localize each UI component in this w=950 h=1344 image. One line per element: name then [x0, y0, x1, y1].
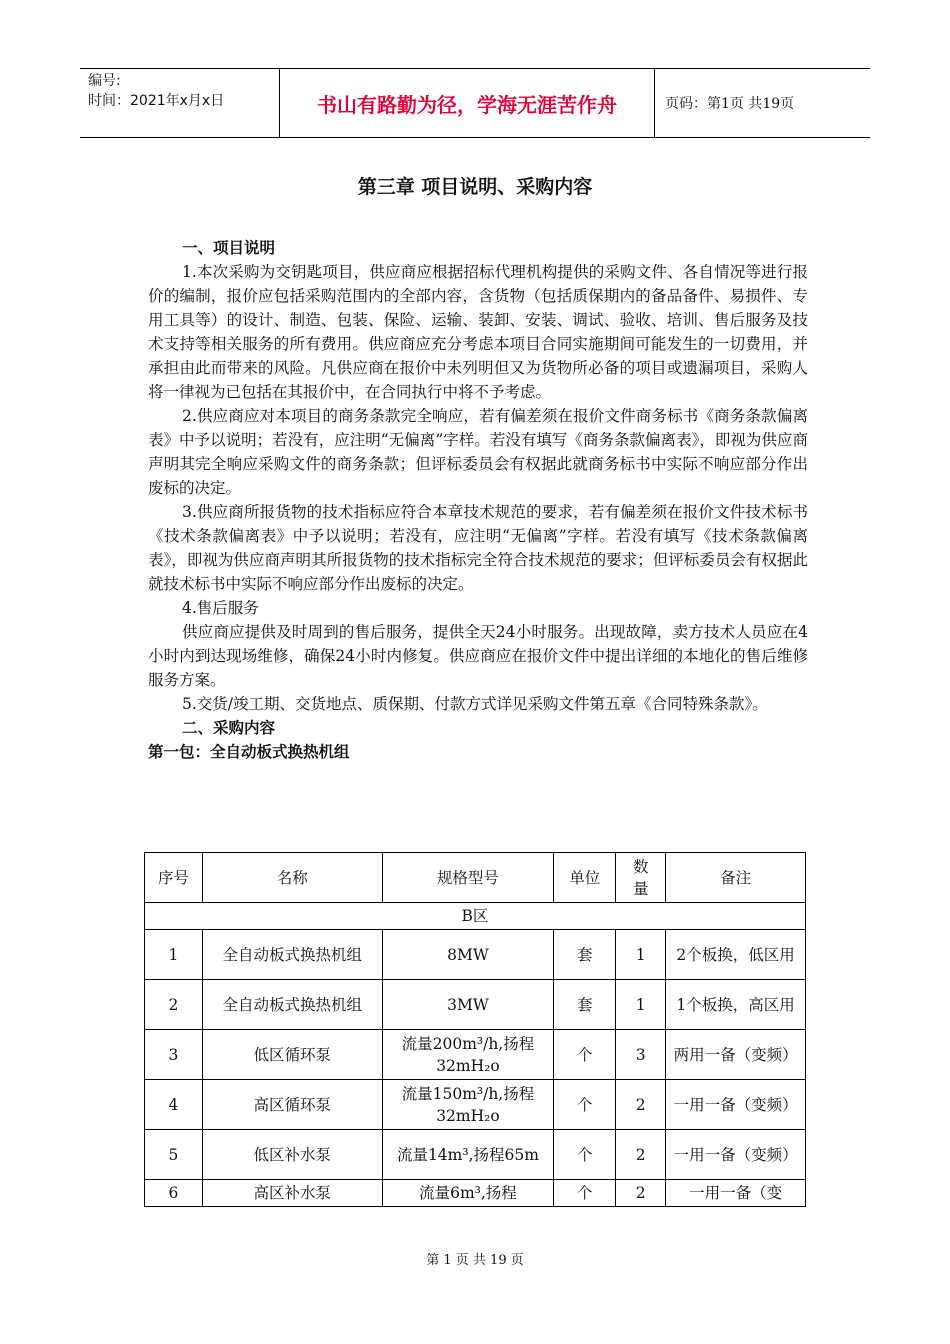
zone-label: B区 [145, 903, 806, 930]
paragraph-5: 5.交货/竣工期、交货地点、质保期、付款方式详见采购文件第五章《合同特殊条款》。 [182, 695, 768, 713]
cell-spec: 8MW [382, 930, 554, 980]
cell-name: 全自动板式换热机组 [202, 980, 382, 1030]
section-heading-1: 一、项目说明 [182, 239, 276, 257]
header-motto: 书山有路勤为径，学海无涯苦作舟 [280, 69, 655, 137]
paragraph-4: 供应商应提供及时周到的售后服务，提供全天24小时服务。出现故障，卖方技术人员应在4小时内到达现场维修，确保24小时内修复。供应商应在报价文件中提出详细的本地化的售后维修服务方案。 [148, 623, 808, 689]
paragraph-3: 3.供应商所报货物的技术指标应符合本章技术规范的要求，若有偏差须在报价文件技术标书《技术条款偏离表》中予以说明；若没有，应注明“无偏离”字样。若没有填写《技术条款偏离表》，即视为供应商声明其所报货物的技术指标完全符合技术规范的要求；但评标委员会有权据此就技术标书中实际不响应部分作出废标的决定。 [148, 503, 808, 593]
cell-qty: 2 [616, 1080, 666, 1130]
cell-no: 1 [145, 930, 203, 980]
cell-unit: 套 [554, 930, 616, 980]
col-header-name: 名称 [202, 853, 382, 903]
cell-note: 一用一备（变 [666, 1180, 806, 1207]
col-header-qty: 数量 [616, 853, 666, 903]
paragraph-2: 2.供应商应对本项目的商务条款完全响应，若有偏差须在报价文件商务标书《商务条款偏离表》中予以说明；若没有，应注明“无偏离”字样。若没有填写《商务条款偏离表》，即视为供应商声明其完全响应采购文件的商务条款；但评标委员会有权据此就商务标书中实际不响应部分作出废标的决定。 [148, 407, 808, 497]
cell-note: 两用一备（变频） [666, 1030, 806, 1080]
cell-no: 2 [145, 980, 203, 1030]
cell-spec: 3MW [382, 980, 554, 1030]
table-row [145, 1030, 806, 1080]
table-row [145, 1080, 806, 1130]
cell-unit: 个 [554, 1130, 616, 1180]
cell-name: 高区循环泵 [202, 1080, 382, 1130]
page-header [80, 68, 870, 138]
col-header-spec: 规格型号 [382, 853, 554, 903]
cell-name: 低区补水泵 [202, 1130, 382, 1180]
cell-qty: 1 [616, 930, 666, 980]
section-heading-2: 二、采购内容 [182, 719, 276, 737]
cell-no: 5 [145, 1130, 203, 1180]
paragraph-4-heading: 4.售后服务 [182, 599, 259, 617]
col-header-note: 备注 [666, 853, 806, 903]
table-row [145, 1180, 806, 1207]
cell-no: 4 [145, 1080, 203, 1130]
cell-spec: 流量200m³/h,扬程32mH₂o [382, 1030, 554, 1080]
cell-qty: 3 [616, 1030, 666, 1080]
cell-qty: 1 [616, 980, 666, 1030]
cell-note: 一用一备（变频） [666, 1130, 806, 1180]
number-label: 编号: [88, 73, 121, 89]
table-row [145, 930, 806, 980]
col-header-no: 序号 [145, 853, 203, 903]
table-row [145, 1130, 806, 1180]
cell-name: 高区补水泵 [202, 1180, 382, 1207]
table-header-row [145, 853, 806, 903]
cell-note: 2个板换，低区用 [666, 930, 806, 980]
cell-spec: 流量6m³,扬程 [382, 1180, 554, 1207]
time-label: 时间：2021年x月x日 [88, 93, 225, 109]
cell-qty: 2 [616, 1180, 666, 1207]
paragraph-1: 1.本次采购为交钥匙项目，供应商应根据招标代理机构提供的采购文件、各自情况等进行报价的编制，报价应包括采购范围内的全部内容，含货物（包括质保期内的备品备件、易损件、专用工具等）的设计、制造、包装、保险、运输、装卸、安装、调试、验收、培训、售后服务及技术支持等相关服务的所有费用。供应商应充分考虑本项目合同实施期间可能发生的一切费用，并承担由此而带来的风险。凡供应商在报价中未列明但又为货物所必备的项目或遗漏项目，采购人将一律视为已包括在其报价中，在合同执行中将不予考虑。 [148, 263, 808, 401]
header-meta [80, 69, 280, 137]
cell-no: 3 [145, 1030, 203, 1080]
zone-row [145, 903, 806, 930]
cell-qty: 2 [616, 1130, 666, 1180]
chapter-title: 第三章 项目说明、采购内容 [357, 176, 593, 198]
cell-unit: 套 [554, 980, 616, 1030]
cell-unit: 个 [554, 1030, 616, 1080]
package-title: 第一包：全自动板式换热机组 [148, 743, 350, 761]
cell-note: 1个板换，高区用 [666, 980, 806, 1030]
cell-unit: 个 [554, 1180, 616, 1207]
cell-no: 6 [145, 1180, 203, 1207]
col-header-unit: 单位 [554, 853, 616, 903]
document-body [148, 236, 808, 764]
cell-spec: 流量14m³,扬程65m [382, 1130, 554, 1180]
cell-name: 全自动板式换热机组 [202, 930, 382, 980]
header-page-info: 页码：第1页 共19页 [665, 96, 795, 112]
table-row [145, 980, 806, 1030]
page-footer: 第 1 页 共 19 页 [426, 1253, 524, 1268]
procurement-table [144, 852, 806, 1207]
cell-unit: 个 [554, 1080, 616, 1130]
cell-name: 低区循环泵 [202, 1030, 382, 1080]
cell-spec: 流量150m³/h,扬程32mH₂o [382, 1080, 554, 1130]
cell-note: 一用一备（变频） [666, 1080, 806, 1130]
